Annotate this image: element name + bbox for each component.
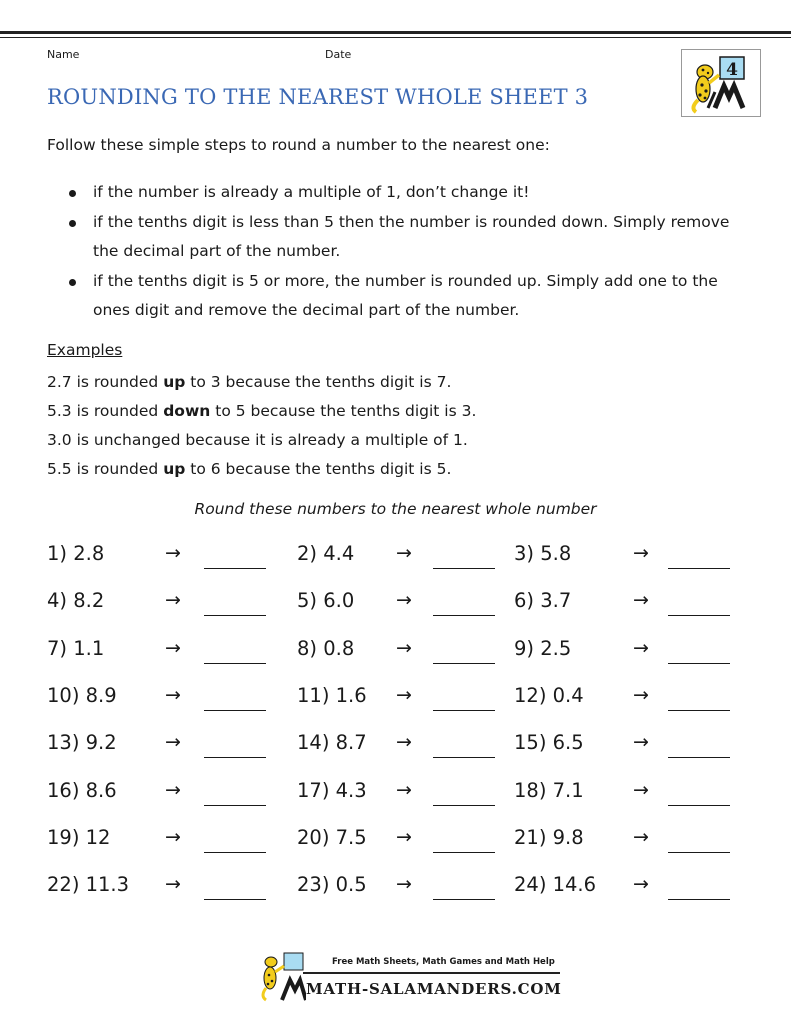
arrow-right-icon: → — [165, 542, 181, 564]
name-label: Name — [47, 48, 80, 61]
arrow-right-icon: → — [165, 825, 181, 848]
problem-item — [297, 826, 497, 856]
grade-number: 4 — [726, 60, 738, 80]
problem-item — [514, 637, 732, 667]
answer-blank[interactable] — [204, 783, 266, 806]
answer-blank[interactable] — [433, 735, 495, 758]
problem-item — [514, 826, 732, 856]
arrow-right-icon: → — [633, 636, 649, 659]
problem-item — [47, 684, 268, 714]
problem-item — [47, 779, 268, 809]
rule-text: if the number is already a multiple of 1, don’t change it! — [93, 183, 530, 201]
bullet-icon — [69, 190, 76, 197]
arrow-right-icon: → — [165, 731, 181, 754]
problem-label: 2) 4.4 — [297, 542, 355, 565]
answer-blank[interactable] — [433, 830, 495, 853]
grade-logo — [681, 49, 761, 117]
arrow-right-icon: → — [165, 636, 181, 659]
arrow-right-icon: → — [633, 683, 649, 706]
arrow-right-icon: → — [396, 589, 412, 612]
arrow-right-icon: → — [633, 589, 649, 612]
answer-blank[interactable] — [433, 546, 495, 569]
answer-blank[interactable] — [433, 641, 495, 664]
top-rule-thick — [0, 31, 791, 34]
answer-blank[interactable] — [668, 877, 730, 900]
answer-blank[interactable] — [204, 877, 266, 900]
problem-item — [47, 589, 268, 619]
arrow-right-icon: → — [633, 873, 649, 896]
bullet-icon — [69, 279, 76, 286]
example-line: 3.0 is unchanged because it is already a multiple of 1. — [47, 431, 468, 449]
arrow-right-icon: → — [396, 542, 412, 564]
problem-item — [47, 826, 268, 856]
salamander-logo-icon — [682, 50, 760, 116]
page-title: ROUNDING TO THE NEAREST WHOLE SHEET 3 — [47, 85, 589, 109]
rule-item — [47, 267, 747, 326]
problem-item — [514, 542, 732, 572]
examples-heading: Examples — [47, 341, 123, 359]
top-rule-thin — [0, 37, 791, 38]
problem-label: 24) 14.6 — [514, 873, 597, 897]
answer-blank[interactable] — [204, 593, 266, 616]
arrow-right-icon: → — [165, 589, 181, 612]
footer-tagline: Free Math Sheets, Math Games and Math Help — [332, 957, 555, 967]
arrow-right-icon: → — [633, 542, 649, 564]
problem-label: 16) 8.6 — [47, 778, 117, 802]
rule-text: if the tenths digit is less than 5 then the number is rounded down. Simply remove the decimal part of the number. — [93, 212, 730, 260]
footer-salamander-icon — [258, 950, 306, 1002]
answer-blank[interactable] — [668, 593, 730, 616]
problem-label: 1) 2.8 — [47, 542, 105, 565]
answer-blank[interactable] — [433, 593, 495, 616]
answer-blank[interactable] — [433, 688, 495, 711]
problem-label: 11) 1.6 — [297, 683, 367, 707]
answer-blank[interactable] — [668, 830, 730, 853]
problem-item — [47, 873, 268, 903]
problem-item — [297, 779, 497, 809]
answer-blank[interactable] — [668, 546, 730, 569]
answer-blank[interactable] — [204, 641, 266, 664]
problem-item — [297, 684, 497, 714]
problem-label: 19) 12 — [47, 825, 111, 849]
problem-label: 14) 8.7 — [297, 731, 367, 755]
problem-item — [47, 731, 268, 761]
problem-item — [297, 637, 497, 667]
problem-label: 20) 7.5 — [297, 825, 367, 849]
answer-blank[interactable] — [204, 688, 266, 711]
rule-text: if the tenths digit is 5 or more, the number is rounded up. Simply add one to the ones digit and remove the decimal part of the number. — [93, 271, 718, 319]
arrow-right-icon: → — [396, 825, 412, 848]
date-label: Date — [325, 48, 352, 61]
arrow-right-icon: → — [165, 873, 181, 896]
problem-label: 7) 1.1 — [47, 636, 105, 660]
rule-item — [47, 178, 747, 208]
arrow-right-icon: → — [633, 825, 649, 848]
problem-item — [297, 589, 497, 619]
problem-label: 4) 8.2 — [47, 589, 105, 613]
answer-blank[interactable] — [668, 735, 730, 758]
answer-blank[interactable] — [433, 877, 495, 900]
problem-label: 9) 2.5 — [514, 636, 572, 660]
rule-item — [47, 208, 747, 267]
problem-label: 10) 8.9 — [47, 683, 117, 707]
arrow-right-icon: → — [396, 636, 412, 659]
problem-label: 5) 6.0 — [297, 589, 355, 613]
arrow-right-icon: → — [396, 778, 412, 801]
arrow-right-icon: → — [633, 778, 649, 801]
problem-item — [47, 542, 268, 572]
rules-list — [47, 178, 747, 326]
problem-item — [514, 779, 732, 809]
problem-label: 23) 0.5 — [297, 873, 367, 897]
problem-label: 15) 6.5 — [514, 731, 584, 755]
intro-text: Follow these simple steps to round a number to the nearest one: — [47, 136, 550, 154]
instruction-text: Round these numbers to the nearest whole number — [194, 500, 597, 518]
arrow-right-icon: → — [396, 731, 412, 754]
answer-blank[interactable] — [204, 735, 266, 758]
footer-rule — [303, 972, 560, 974]
problem-item — [297, 873, 497, 903]
arrow-right-icon: → — [165, 778, 181, 801]
problem-item — [297, 731, 497, 761]
problem-item — [297, 542, 497, 572]
arrow-right-icon: → — [165, 683, 181, 706]
problem-label: 21) 9.8 — [514, 825, 584, 849]
example-line: 5.5 is rounded up to 6 because the tenths digit is 5. — [47, 460, 452, 478]
answer-blank[interactable] — [433, 783, 495, 806]
problem-label: 22) 11.3 — [47, 873, 130, 897]
footer-brand: MATH-SALAMANDERS.COM — [306, 980, 562, 998]
examples-list — [47, 368, 476, 484]
problem-item — [514, 589, 732, 619]
answer-blank[interactable] — [668, 641, 730, 664]
arrow-right-icon: → — [396, 873, 412, 896]
problem-label: 13) 9.2 — [47, 731, 117, 755]
answer-blank[interactable] — [668, 688, 730, 711]
example-line: 2.7 is rounded up to 3 because the tenths digit is 7. — [47, 373, 452, 391]
problem-label: 12) 0.4 — [514, 683, 584, 707]
problem-item — [514, 684, 732, 714]
arrow-right-icon: → — [633, 731, 649, 754]
problem-item — [514, 731, 732, 761]
answer-blank[interactable] — [204, 546, 266, 569]
bullet-icon — [69, 220, 76, 227]
problem-item — [47, 637, 268, 667]
answer-blank[interactable] — [668, 783, 730, 806]
problem-label: 18) 7.1 — [514, 778, 584, 802]
example-line: 5.3 is rounded down to 5 because the tenths digit is 3. — [47, 402, 477, 420]
problem-label: 8) 0.8 — [297, 636, 355, 660]
answer-blank[interactable] — [204, 830, 266, 853]
problem-label: 17) 4.3 — [297, 778, 367, 802]
arrow-right-icon: → — [396, 683, 412, 706]
problem-item — [514, 873, 732, 903]
problem-label: 3) 5.8 — [514, 542, 572, 565]
problem-label: 6) 3.7 — [514, 589, 572, 613]
